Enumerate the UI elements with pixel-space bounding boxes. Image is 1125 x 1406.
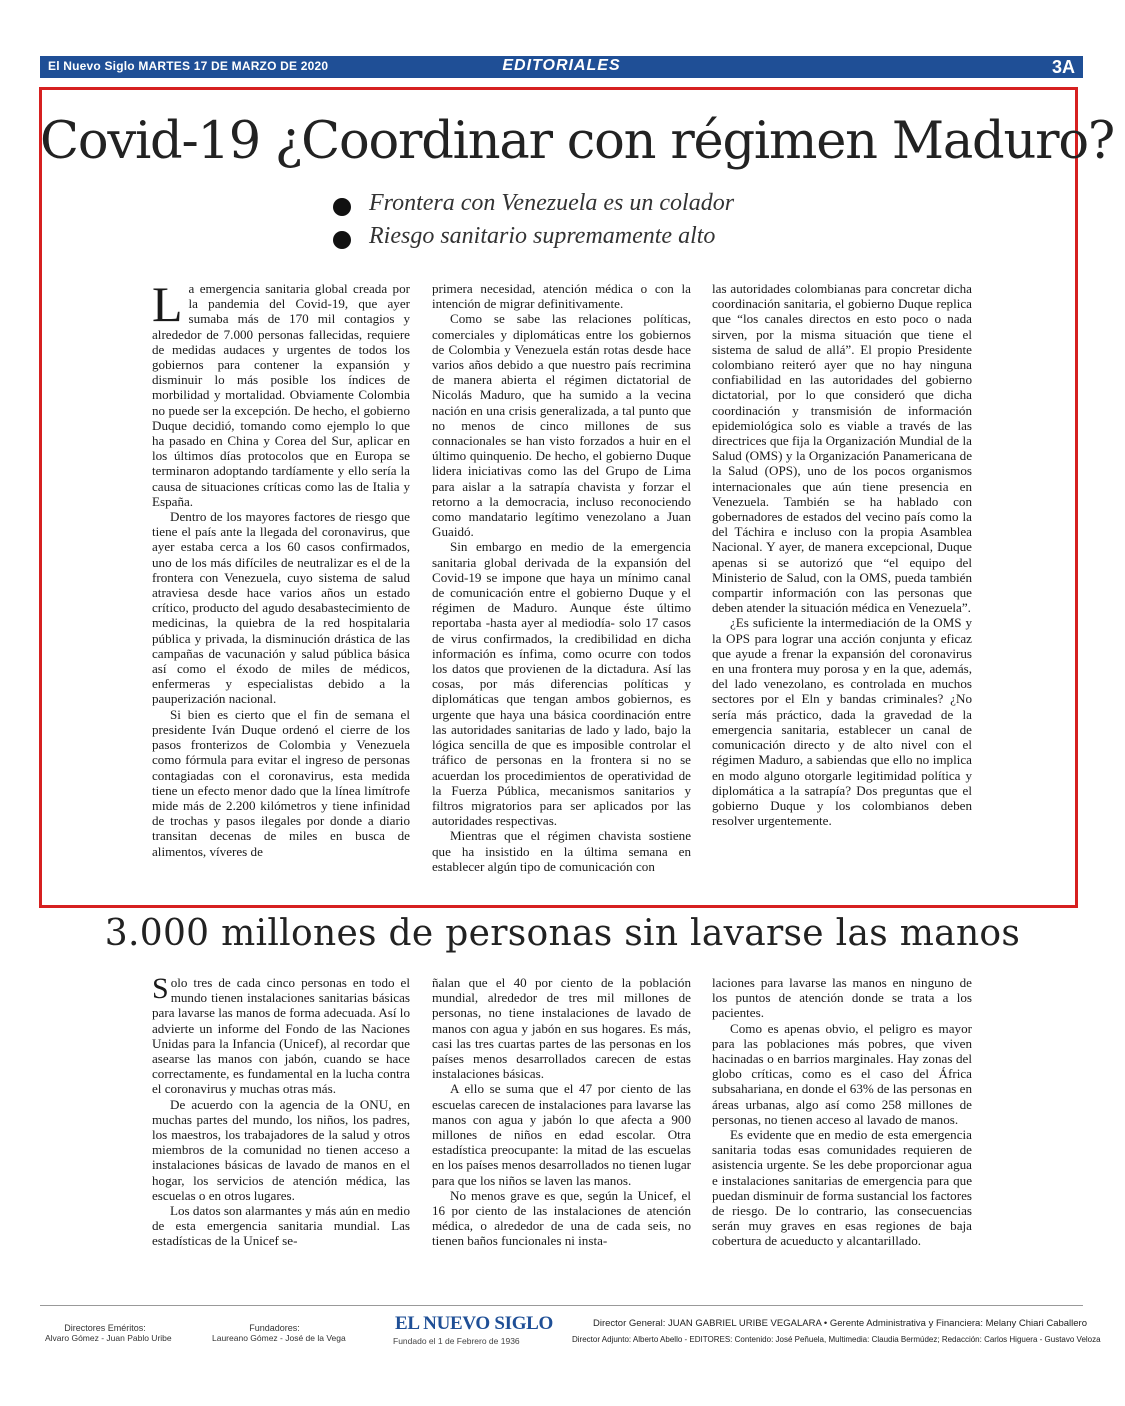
- page-header-bar: [40, 56, 1083, 78]
- editorial2-column-2: [432, 975, 691, 1249]
- editorial1-column-1: La emergencia sanitaria global creada por la pandemia del Covid-19, que ayer sumaba más de 170 mil contagios y alrededor de 7.000 personas fallecidas, requiere de medidas audaces y urgentes de todos los gobiernos para contener la expansión y disminuir lo más posible los índices de morbilidad y mortalidad. Obviamente Colombia no puede ser la excepción. De hecho, el gobierno Duque decidió, tomando como ejemplo lo que ha pasado en China y Corea del Sur, aplicar en los últimos días protocolos que en Europa se terminaron adoptando tardíamente y ello sería la causa de situaciones críticas como las de Italia y España. Dentro de los mayores factores de riesgo que tiene el país ante la llegada del coronavirus, que ayer estaba cerca a los 60 casos confirmados, uno de los más difíciles de neutralizar es el de la frontera con Venezuela, cuyo sistema de salud atraviesa desde hace varios años un estado crítico, producto del agudo desabastecimiento de medicinas, la quiebra de la red hospitalaria pública y privada, la disminución drástica de las campañas de vacunación y salud pública básica así como el éxodo de miles de médicos, enfermeras y especialistas debido a la pauperización nacional. Si bien es cierto que el fin de semana el presidente Iván Duque ordenó el cierre de los pasos fronterizos de Colombia y Venezuela como fórmula para evitar el ingreso de personas contagiadas con el coronavirus, esta medida tiene un efecto menor dado que la línea limítrofe mide más de 2.200 kilómetros y tiene infinidad de trochas y pasos ilegales por donde a diario transitan decenas de miles en busca de alimentos, víveres de: [152, 276, 410, 859]
- editorial1-title: Covid-19 ¿Coordinar con régimen Maduro?: [40, 112, 1114, 171]
- paragraph: ñalan que el 40 por ciento de la población mundial, alrededor de tres mil millones de personas, no tiene instalaciones de lavado de manos con agua y jabón en sus hogares. Es más, casi las tres cuartas partes de las personas en los países menos desarrollados carecen de estas instalaciones básicas.: [432, 975, 691, 1082]
- paragraph: Mientras que el régimen chavista sostiene que ha insistido en la última semana en establecer algún tipo de comunicación con: [432, 828, 691, 874]
- paragraph: Como es apenas obvio, el peligro es mayor para las poblaciones más pobres, que viven hacinadas o en barrios marginales. Hay zonas del globo críticas, como es el caso del África subsahariana, en donde el 63% de las personas en áreas urbanas, algo así como 258 millones de personas, no tienen acceso al lavado de manos.: [712, 1020, 972, 1127]
- staff-line-2: Director Adjunto: Alberto Abello - EDITORES: Contenido: José Peñuela, Multimedia: Claudia Bermúdez; Redacción: Carlos Higuera - Gustavo Veloza: [572, 1335, 1101, 1344]
- dropcap: S: [152, 972, 169, 1005]
- editorial1-column-2: [432, 281, 691, 874]
- dropcap: L: [152, 276, 183, 332]
- subtitle-item: Frontera con Venezuela es un colador: [333, 190, 734, 223]
- paragraph: las autoridades colombianas para concretar dicha coordinación sanitaria, el gobierno Duque replica que “los canales directos en esto poco o nada sirven, por la misma situación que tiene el sistema de salud de allá”. El propio Presidente colombiano reiteró ayer que no hay ninguna confiabilidad en las autoridades del gobierno dictatorial, por lo que consideró que dicha coordinación y transmisión de información epidemiológica solo es viable a través de las directrices que fija la Organización Mundial de la Salud (OMS) y la Organización Panamericana de la Salud (OPS), uno de los pocos organismos internacionales que aún tiene presencia en Venezuela. También se ha hablado con gobernadores de estados del vecino país como la del Táchira e incluso con la propia Asamblea Nacional. Y ayer, de manera excepcional, Duque apenas si se autorizó que “el equipo del Ministerio de Salud, con la OMS, pueda también compartir información con las personas que deben atender la situación médica en Venezuela”.: [712, 281, 972, 616]
- fundadores-block: Fundadores: Laureano Gómez - José de la Vega: [212, 1323, 346, 1343]
- editorial1-column-3: [712, 281, 972, 828]
- editorial1-subtitles: [333, 190, 734, 256]
- section-name: EDITORIALES: [502, 57, 621, 74]
- editorial2-column-1: Solo tres de cada cinco personas en todo el mundo tienen instalaciones sanitarias básicas para lavarse las manos de forma adecuada. Así lo advierte un informe del Fondo de las Naciones Unidas para la Infancia (Unicef), al recordar que asearse las manos con jabón, cuando se hace correctamente, es fundamental en la lucha contra el coronavirus y muchas otras más. De acuerdo con la agencia de la ONU, en muchas partes del mundo, los niños, los padres, los maestros, los trabajadores de la salud y otros miembros de la comunidad no tienen acceso a instalaciones básicas de lavado de manos en el hogar, los servicios de atención médica, las escuelas o en otros lugares. Los datos son alarmantes y más aún en medio de esta emergencia sanitaria mundial. Las estadísticas de la Unicef se-: [152, 972, 410, 1249]
- paragraph: laciones para lavarse las manos en ninguno de los puntos de atención donde se trata a los pacientes.: [712, 975, 972, 1021]
- founded-date: Fundado el 1 de Febrero de 1936: [393, 1336, 520, 1346]
- bullet-icon: [333, 198, 351, 216]
- footer-divider: [40, 1305, 1083, 1306]
- paragraph: A ello se suma que el 47 por ciento de las escuelas carecen de instalaciones para lavarse las manos con agua y jabón lo que afecta a 900 millones de niños en edad escolar. Otra estadística preocupante: la mitad de las escuelas en los países menos desarrollados no tienen lugar para que los niños se laven las manos.: [432, 1081, 691, 1188]
- paragraph: Si bien es cierto que el fin de semana el presidente Iván Duque ordenó el cierre de los pasos fronterizos de Colombia y Venezuela como fórmula para evitar el ingreso de personas contagiadas con el coronavirus, esta medida tiene un efecto menor dado que la línea limítrofe mide más de 2.200 kilómetros y tiene infinidad de trochas y pasos ilegales por donde a diario transitan decenas de miles en busca de alimentos, víveres de: [152, 706, 410, 859]
- paper-date: El Nuevo Siglo MARTES 17 DE MARZO DE 2020: [48, 59, 329, 73]
- editorial2-column-3: [712, 975, 972, 1249]
- editorial2-title: 3.000 millones de personas sin lavarse las manos: [104, 913, 1021, 954]
- paragraph: Los datos son alarmantes y más aún en medio de esta emergencia sanitaria mundial. Las estadísticas de la Unicef se-: [152, 1203, 410, 1249]
- paragraph: Es evidente que en medio de esta emergencia sanitaria todas esas comunidades requieren de asistencia urgente. Se les debe proporcionar agua e instalaciones sanitarias de emergencia para que puedan disminuir de forma sustancial los factores de riesgo. De lo contrario, las consecuencias serán muy graves en esas regiones de baja cobertura de acueducto y alcantarillado.: [712, 1127, 972, 1249]
- newspaper-logo: EL NUEVO SIGLO: [395, 1313, 554, 1334]
- paragraph: No menos grave es que, según la Unicef, el 16 por ciento de las instalaciones de atención médica, o alrededor de una de cada seis, no tienen baños funcionales ni insta-: [432, 1187, 691, 1249]
- paragraph: Dentro de los mayores factores de riesgo que tiene el país ante la llegada del coronavirus, que ayer estaba cerca a los 60 casos confirmados, uno de los más difíciles de neutralizar es el de la frontera con Venezuela, cuyo sistema de salud atraviesa desde hace varios años un estado crítico, producto del agudo desabastecimiento de medicinas, la quiebra de la red hospitalaria pública y privada, la disminución drástica de las campañas de vacunación y salud pública básica así como el éxodo de miles de médicos, enfermeras y especialistas debido a la pauperización nacional.: [152, 509, 410, 707]
- page-number: 3A: [1051, 57, 1075, 77]
- paragraph: Como se sabe las relaciones políticas, comerciales y diplomáticas entre los gobiernos de Colombia y Venezuela están rotas desde hace varios años debido a que nuestro país recrimina de manera abierta el régimen dictatorial de Nicolás Maduro, que ha sumido a la vecina nación en una crisis generalizada, a tal punto que no menos de cinco millones de sus connacionales se han visto forzados a huir en el último quinquenio. De hecho, el gobierno Duque lidera iniciativas como las del Grupo de Lima para aislar a la satrapía chavista y forzar el retorno a la democracia, incluso reconociendo como mandatario legítimo venezolano a Juan Guaidó.: [432, 311, 691, 540]
- directores-block: Directores Eméritos: Alvaro Gómez - Juan Pablo Uribe: [45, 1323, 172, 1343]
- paragraph: De acuerdo con la agencia de la ONU, en muchas partes del mundo, los niños, los padres, los maestros, los trabajadores de la salud y otros miembros de la comunidad no tienen acceso a instalaciones básicas de lavado de manos en el hogar, los servicios de atención médica, las escuelas o en otros lugares.: [152, 1096, 410, 1203]
- bullet-icon: [333, 231, 351, 249]
- subtitle-item: Riesgo sanitario supremamente alto: [333, 223, 734, 256]
- paragraph: Sin embargo en medio de la emergencia sanitaria global derivada de la expansión del Covid-19 se impone que haya un mínimo canal de comunicación entre el gobierno Duque y el régimen de Maduro. Aunque éste último reportaba -hasta ayer al mediodía- solo 17 casos de virus confirmados, la credibilidad en dicha información es ínfima, como ocurre con todos los datos que provienen de la dictadura. Así las cosas, por más diferencias políticas y diplomáticas que tengan ambos gobiernos, es urgente que haya una básica coordinación entre las autoridades sanitarias de lado y lado, bajo la lógica sencilla de que es imposible controlar el tráfico de personas en la frontera si no se acuerdan los procedimientos de operatividad de la Fuerza Pública, mecanismos sanitarios y filtros migratorios para ser aplicados por las autoridades respectivas.: [432, 539, 691, 829]
- paragraph: primera necesidad, atención médica o con la intención de migrar definitivamente.: [432, 281, 691, 312]
- paragraph: ¿Es suficiente la intermediación de la OMS y la OPS para lograr una acción conjunta y eficaz que ayude a frenar la expansión del coronavirus en una frontera muy porosa y en la que, además, del lado venezolano, es controlada en muchos sectores por el Eln y bandas criminales? ¿No sería más práctico, dada la gravedad de la emergencia sanitaria, establecer un canal de comunicación directo y de alto nivel con el régimen Maduro, a sabiendas que ello no implica en modo alguno otorgarle legitimidad política y diplomática a la satrapía? Dos preguntas que el gobierno Duque y los colombianos deben resolver urgentemente.: [712, 615, 972, 829]
- staff-line-1: Director General: JUAN GABRIEL URIBE VEGALARA • Gerente Administrativa y Financiera: Melany Chiari Caballero: [593, 1318, 1087, 1329]
